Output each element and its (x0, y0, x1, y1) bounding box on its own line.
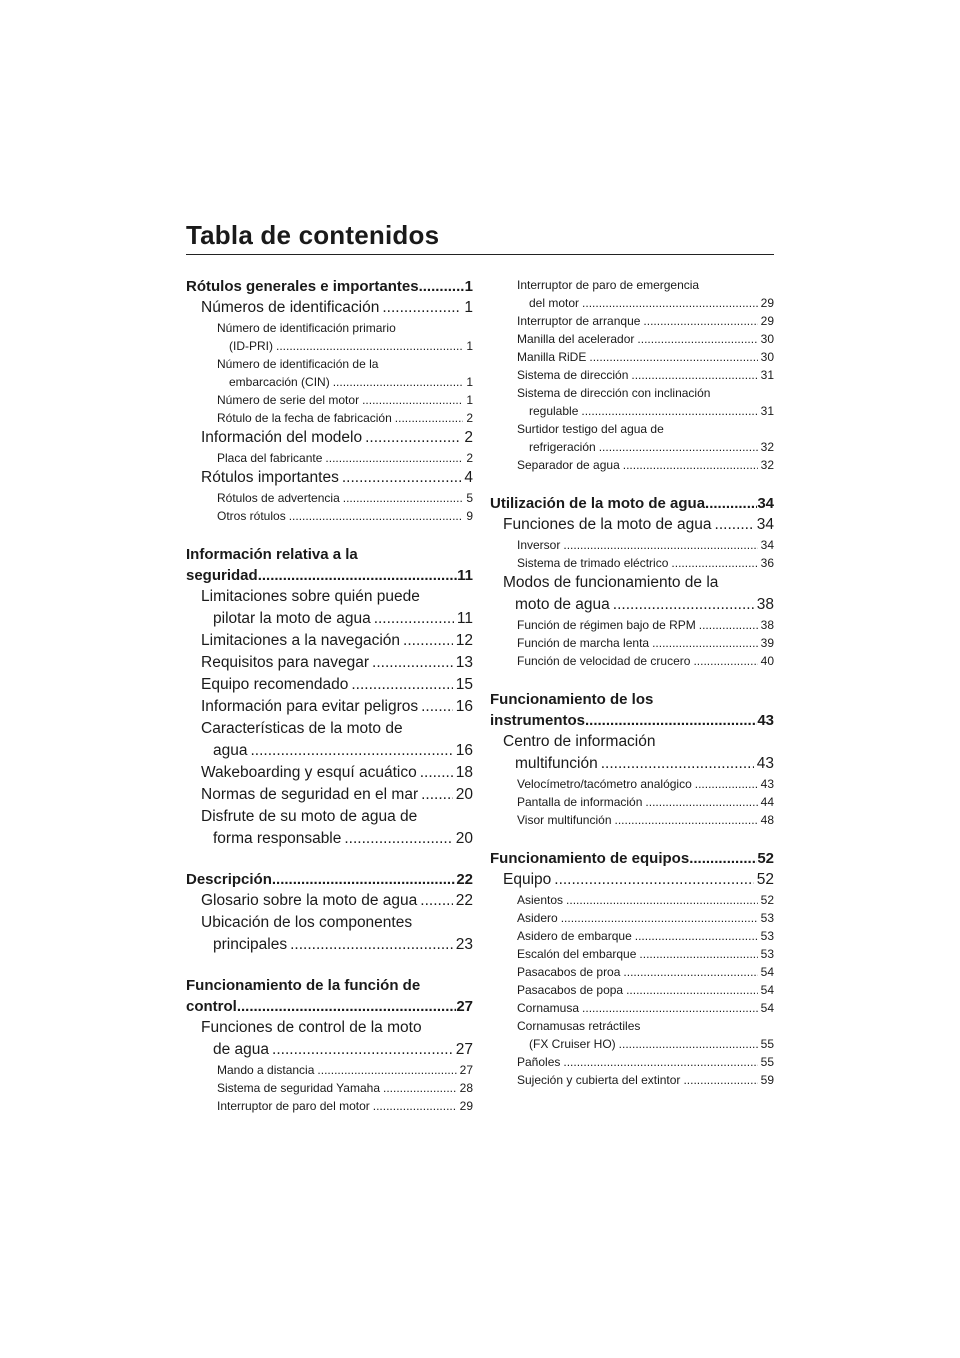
toc-page-number: 2 (464, 429, 473, 446)
toc-page-number: 54 (760, 965, 774, 979)
toc-entry-title: Pasacabos de popa (517, 983, 624, 997)
toc-page-number: 43 (760, 777, 774, 791)
toc-entry-level-2[interactable] (186, 890, 473, 912)
toc-entry-title: Separador de agua (517, 458, 620, 472)
toc-page-number: 1 (466, 393, 473, 407)
toc-page-number: 29 (760, 314, 774, 328)
toc-page-number: 29 (459, 1099, 473, 1113)
toc-entry-title: Pantalla de información (517, 795, 643, 809)
dot-leader (382, 297, 461, 319)
toc-entry-title: Número de identificación de la (217, 357, 379, 371)
toc-page-number: 18 (455, 764, 473, 781)
dot-leader (272, 869, 456, 890)
toc-page-number: 53 (760, 911, 774, 925)
toc-entry-title-continuation: multifunción (515, 755, 598, 772)
dot-leader (374, 608, 454, 630)
toc-entry-level-3[interactable] (490, 981, 774, 999)
toc-entry-title-continuation: pilotar la moto de agua (213, 610, 371, 627)
toc-entry-level-3[interactable] (490, 634, 774, 652)
dot-leader (325, 449, 463, 467)
toc-entry-title: Función de velocidad de crucero (517, 654, 691, 668)
toc-entry-title: Rótulo de la fecha de fabricación (217, 411, 392, 425)
title-divider (186, 254, 774, 255)
toc-entry-title-continuation: forma responsable (213, 830, 342, 847)
dot-leader (699, 616, 758, 634)
toc-entry-level-1[interactable] (186, 544, 473, 586)
toc-entry-level-2[interactable] (186, 696, 473, 718)
dot-leader (639, 945, 757, 963)
dot-leader (258, 565, 457, 586)
toc-entry-level-3[interactable] (490, 909, 774, 927)
toc-entry-title-continuation: regulable (529, 404, 579, 418)
toc-entry-level-3[interactable] (186, 409, 473, 427)
toc-entry-level-3[interactable] (490, 384, 774, 420)
toc-page-number: 39 (760, 636, 774, 650)
dot-leader (372, 652, 453, 674)
toc-entry-level-1[interactable] (186, 869, 473, 890)
toc-entry-title: Funcionamiento de la función de (186, 977, 421, 994)
toc-entry-title: Funciones de control de la moto (201, 1019, 422, 1036)
toc-entry-level-2[interactable] (186, 762, 473, 784)
toc-entry-title: Disfrute de su moto de agua de (201, 808, 418, 825)
toc-page-number: 38 (756, 596, 774, 613)
toc-entry-level-1[interactable] (186, 276, 473, 297)
toc-entry-level-3[interactable] (490, 1071, 774, 1089)
toc-entry-level-3[interactable] (490, 348, 774, 366)
toc-entry-title: Asidero de embarque (517, 929, 632, 943)
toc-entry-level-3[interactable] (490, 312, 774, 330)
toc-page-number: 1 (466, 339, 473, 353)
toc-entry-title: Pasacabos de proa (517, 965, 621, 979)
toc-entry-title-continuation: principales (213, 936, 288, 953)
toc-entry-level-2[interactable] (186, 784, 473, 806)
dot-leader (554, 869, 753, 891)
dot-leader (671, 554, 757, 572)
toc-entry-level-2[interactable] (186, 912, 473, 956)
toc-entry-title-continuation: agua (213, 742, 248, 759)
toc-page-number: 52 (760, 893, 774, 907)
toc-page-number: 15 (455, 676, 473, 693)
dot-leader (626, 981, 758, 999)
toc-page-number: 28 (459, 1081, 473, 1095)
toc-entry-level-3[interactable] (490, 276, 774, 312)
toc-page-number: 22 (456, 871, 473, 888)
toc-page-number: 38 (760, 618, 774, 632)
toc-entry-title: Sistema de dirección (517, 368, 629, 382)
toc-page-number: 27 (459, 1063, 473, 1077)
toc-page-number: 16 (455, 742, 473, 759)
toc-entry-title: Modos de funcionamiento de la (503, 574, 719, 591)
toc-entry-title: Limitaciones sobre quién puede (201, 588, 420, 605)
dot-leader (419, 276, 465, 297)
dot-leader (272, 1039, 453, 1061)
toc-entry-title: Requisitos para navegar (201, 654, 370, 671)
toc-entry-title: Sistema de seguridad Yamaha (217, 1081, 380, 1095)
toc-page-number: 5 (466, 491, 473, 505)
toc-entry-title: Manilla RiDE (517, 350, 587, 364)
toc-entry-title: Números de identificación (201, 299, 380, 316)
toc-right-column (490, 276, 774, 1089)
toc-entry-level-3[interactable] (490, 963, 774, 981)
dot-leader (403, 630, 453, 652)
toc-page-number: 2 (466, 451, 473, 465)
toc-entry-level-3[interactable] (186, 489, 473, 507)
toc-page-number: 36 (760, 556, 774, 570)
dot-leader (582, 294, 758, 312)
toc-page-number: 2 (466, 411, 473, 425)
dot-leader (563, 536, 757, 554)
toc-page-number: 31 (760, 404, 774, 418)
toc-entry-title-continuation: (FX Cruiser HO) (529, 1037, 616, 1051)
dot-leader (615, 811, 758, 829)
toc-entry-level-3[interactable] (490, 652, 774, 670)
toc-entry-level-3[interactable] (186, 355, 473, 391)
toc-entry-title: Información para evitar peligros (201, 698, 419, 715)
dot-leader (237, 996, 456, 1017)
toc-entry-title-continuation: control (186, 998, 237, 1015)
dot-leader (643, 312, 757, 330)
toc-page-number: 34 (757, 495, 774, 512)
toc-entry-level-3[interactable] (490, 420, 774, 456)
toc-entry-title: Escalón del embarque (517, 947, 637, 961)
toc-page-number: 11 (456, 610, 473, 627)
toc-page-number: 23 (455, 936, 473, 953)
toc-entry-title-continuation: de agua (213, 1041, 270, 1058)
toc-entry-title: Mando a distancia (217, 1063, 315, 1077)
toc-entry-title: Sujeción y cubierta del extintor (517, 1073, 681, 1087)
dot-leader (585, 710, 757, 731)
toc-entry-level-2[interactable] (490, 572, 774, 616)
dot-leader (652, 634, 758, 652)
toc-entry-level-2[interactable] (490, 869, 774, 891)
toc-entry-title: Interruptor de paro de emergencia (517, 278, 700, 292)
toc-page-number: 20 (455, 786, 473, 803)
toc-entry-level-3[interactable] (490, 616, 774, 634)
toc-entry-title: Información del modelo (201, 429, 363, 446)
dot-leader (289, 507, 464, 525)
toc-page-number: 13 (455, 654, 473, 671)
toc-page-number: 4 (464, 469, 473, 486)
toc-entry-title: Visor multifunción (517, 813, 612, 827)
toc-entry-level-2[interactable] (186, 467, 473, 489)
dot-leader (623, 963, 757, 981)
dot-leader (250, 740, 452, 762)
toc-page-number: 29 (760, 296, 774, 310)
toc-entry-level-3[interactable] (186, 1061, 473, 1079)
toc-page-number: 59 (760, 1073, 774, 1087)
toc-page-number: 32 (760, 458, 774, 472)
toc-page-number: 48 (760, 813, 774, 827)
toc-entry-title-continuation: embarcación (CIN) (229, 375, 330, 389)
toc-page-number: 1 (464, 299, 473, 316)
toc-page-number: 43 (757, 712, 774, 729)
toc-entry-title: Asidero (517, 911, 558, 925)
toc-entry-level-3[interactable] (490, 811, 774, 829)
dot-leader (589, 348, 757, 366)
toc-entry-title-continuation: instrumentos (490, 712, 586, 729)
toc-entry-level-3[interactable] (490, 945, 774, 963)
toc-entry-level-3[interactable] (186, 449, 473, 467)
toc-entry-title: Sistema de dirección con inclinación (517, 386, 711, 400)
toc-entry-level-2[interactable] (186, 652, 473, 674)
toc-entry-title: Limitaciones a la navegación (201, 632, 401, 649)
toc-entry-title: Rótulos importantes (201, 469, 339, 486)
toc-entry-title: Número de identificación primario (217, 321, 396, 335)
toc-page-number: 9 (466, 509, 473, 523)
toc-entry-level-3[interactable] (186, 507, 473, 525)
dot-leader (613, 594, 754, 616)
toc-entry-title: Inversor (517, 538, 561, 552)
toc-page-number: 31 (760, 368, 774, 382)
toc-entry-level-3[interactable] (490, 366, 774, 384)
toc-entry-level-2[interactable] (186, 674, 473, 696)
dot-leader (290, 934, 453, 956)
toc-entry-title: Asientos (517, 893, 564, 907)
toc-page-number: 16 (455, 698, 473, 715)
toc-page-number: 1 (464, 278, 473, 295)
toc-entry-title: Información relativa a la (186, 546, 358, 563)
dot-leader (395, 409, 464, 427)
dot-leader (276, 337, 463, 355)
dot-leader (582, 999, 758, 1017)
dot-leader (695, 775, 758, 793)
dot-leader (693, 652, 757, 670)
dot-leader (343, 489, 464, 507)
toc-page-number: 34 (760, 538, 774, 552)
toc-entry-level-2[interactable] (186, 718, 473, 762)
dot-leader (421, 696, 453, 718)
toc-entry-title: Funcionamiento de equipos (490, 850, 690, 867)
toc-page-number: 55 (760, 1055, 774, 1069)
dot-leader (420, 890, 452, 912)
dot-leader (705, 493, 757, 514)
dot-leader (601, 753, 754, 775)
toc-entry-title: Equipo (503, 871, 552, 888)
toc-entry-title: Función de régimen bajo de RPM (517, 618, 696, 632)
page-title: Tabla de contenidos (186, 220, 440, 250)
toc-entry-title: Cornamusas retráctiles (517, 1019, 641, 1033)
dot-leader (645, 793, 757, 811)
dot-leader (317, 1061, 456, 1079)
toc-entry-title: Número de serie del motor (217, 393, 360, 407)
dot-leader (333, 373, 464, 391)
toc-entry-title: Pañoles (517, 1055, 561, 1069)
toc-entry-title: Manilla del acelerador (517, 332, 635, 346)
dot-leader (351, 674, 452, 696)
toc-entry-title: Funcionamiento de los (490, 691, 654, 708)
toc-entry-title-continuation: seguridad (186, 567, 258, 584)
dot-leader (420, 762, 453, 784)
toc-entry-level-2[interactable] (490, 514, 774, 536)
dot-leader (619, 1035, 758, 1053)
toc-entry-title: Sistema de trimado eléctrico (517, 556, 669, 570)
toc-entry-level-1[interactable] (186, 975, 473, 1017)
toc-page-number: 40 (760, 654, 774, 668)
toc-entry-level-2[interactable] (186, 806, 473, 850)
toc-entry-level-3[interactable] (490, 456, 774, 474)
dot-leader (635, 927, 758, 945)
toc-entry-title: Características de la moto de (201, 720, 403, 737)
dot-leader (689, 848, 757, 869)
toc-entry-title: Glosario sobre la moto de agua (201, 892, 418, 909)
toc-entry-level-3[interactable] (490, 1053, 774, 1071)
toc-page-number: 11 (457, 567, 473, 584)
toc-entry-level-2[interactable] (186, 586, 473, 630)
toc-entry-title-continuation: refrigeración (529, 440, 596, 454)
toc-page-number: 30 (760, 332, 774, 346)
toc-page-number: 53 (760, 929, 774, 943)
dot-leader (344, 828, 452, 850)
toc-entry-title: Velocímetro/tacómetro analógico (517, 777, 692, 791)
toc-page-number: 22 (455, 892, 473, 909)
toc-page-number: 52 (757, 850, 774, 867)
toc-page-number: 32 (760, 440, 774, 454)
dot-leader (566, 891, 758, 909)
dot-leader (421, 784, 453, 806)
toc-page-number: 44 (760, 795, 774, 809)
toc-entry-title: Equipo recomendado (201, 676, 349, 693)
dot-leader (581, 402, 757, 420)
toc-entry-level-3[interactable] (186, 391, 473, 409)
toc-entry-level-1[interactable] (490, 689, 774, 731)
toc-page-number: 55 (760, 1037, 774, 1051)
toc-left-column (186, 276, 473, 1115)
toc-entry-level-1[interactable] (490, 848, 774, 869)
toc-entry-level-3[interactable] (186, 1079, 473, 1097)
toc-page-number: 52 (756, 871, 774, 888)
toc-page-number: 30 (760, 350, 774, 364)
toc-entry-level-3[interactable] (490, 1017, 774, 1053)
dot-leader (715, 514, 754, 536)
dot-leader (365, 427, 461, 449)
toc-entry-level-1[interactable] (490, 493, 774, 514)
toc-entry-title: Normas de seguridad en el mar (201, 786, 419, 803)
toc-entry-level-3[interactable] (490, 536, 774, 554)
toc-entry-level-3[interactable] (490, 554, 774, 572)
toc-page-number: 53 (760, 947, 774, 961)
toc-page-number: 20 (455, 830, 473, 847)
toc-entry-level-3[interactable] (490, 927, 774, 945)
dot-leader (342, 467, 462, 489)
toc-entry-title-continuation: moto de agua (515, 596, 610, 613)
toc-entry-title: Wakeboarding y esquí acuático (201, 764, 417, 781)
toc-entry-level-2[interactable] (186, 1017, 473, 1061)
toc-entry-title-continuation: (ID-PRI) (229, 339, 273, 353)
dot-leader (599, 438, 758, 456)
dot-leader (561, 909, 758, 927)
toc-entry-title: Descripción (186, 871, 272, 888)
toc-entry-level-2[interactable] (186, 427, 473, 449)
toc-entry-title-continuation: del motor (529, 296, 580, 310)
dot-leader (623, 456, 758, 474)
toc-page-number: 27 (455, 1041, 473, 1058)
toc-entry-title: Utilización de la moto de agua (490, 495, 706, 512)
toc-entry-title: Rótulos de advertencia (217, 491, 340, 505)
toc-page-number: 54 (760, 983, 774, 997)
toc-entry-level-3[interactable] (490, 999, 774, 1017)
toc-entry-level-3[interactable] (186, 1097, 473, 1115)
toc-page-number: 34 (756, 516, 774, 533)
dot-leader (373, 1097, 457, 1115)
toc-page-number: 1 (466, 375, 473, 389)
toc-entry-title: Interruptor de paro del motor (217, 1099, 370, 1113)
dot-leader (362, 391, 463, 409)
dot-leader (631, 366, 757, 384)
toc-entry-level-3[interactable] (490, 891, 774, 909)
toc-entry-level-2[interactable] (186, 630, 473, 652)
toc-entry-title: Ubicación de los componentes (201, 914, 413, 931)
toc-entry-title: Placa del fabricante (217, 451, 323, 465)
toc-entry-title: Otros rótulos (217, 509, 286, 523)
toc-entry-level-3[interactable] (186, 319, 473, 355)
toc-page-number: 27 (456, 998, 473, 1015)
dot-leader (383, 1079, 457, 1097)
toc-entry-level-3[interactable] (490, 330, 774, 348)
toc-page-number: 12 (455, 632, 473, 649)
toc-entry-title: Surtidor testigo del agua de (517, 422, 664, 436)
dot-leader (563, 1053, 757, 1071)
toc-entry-title: Cornamusa (517, 1001, 580, 1015)
dot-leader (683, 1071, 757, 1089)
toc-entry-level-3[interactable] (490, 793, 774, 811)
toc-entry-level-2[interactable] (490, 731, 774, 775)
toc-entry-title: Rótulos generales e importantes (186, 278, 419, 295)
toc-page-number: 43 (756, 755, 774, 772)
toc-entry-title: Funciones de la moto de agua (503, 516, 712, 533)
dot-leader (637, 330, 757, 348)
toc-entry-level-2[interactable] (186, 297, 473, 319)
toc-entry-title: Centro de información (503, 733, 656, 750)
toc-entry-level-3[interactable] (490, 775, 774, 793)
toc-page-number: 54 (760, 1001, 774, 1015)
toc-entry-title: Interruptor de arranque (517, 314, 641, 328)
toc-entry-title: Función de marcha lenta (517, 636, 650, 650)
